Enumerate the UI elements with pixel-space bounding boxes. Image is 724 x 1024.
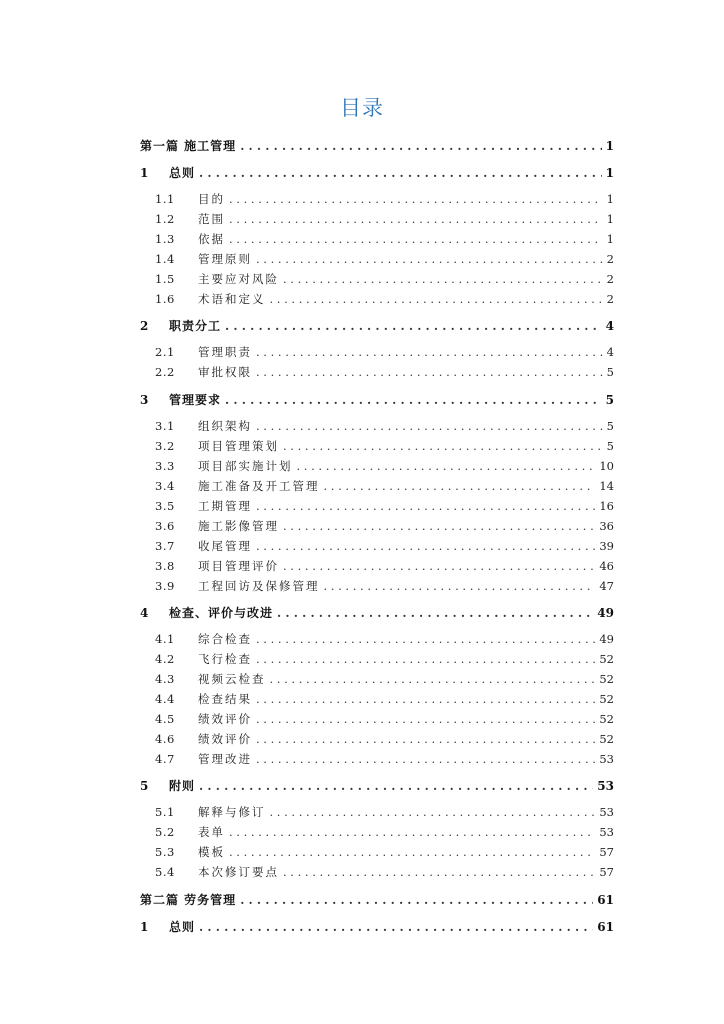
toc-entry-page-number: 5 bbox=[605, 393, 614, 407]
toc-dot-leader bbox=[229, 212, 603, 226]
toc-entry-title: 绩效评价 bbox=[198, 712, 252, 726]
toc-entry-page-number: 49 bbox=[597, 606, 614, 620]
toc-entry-title: 主要应对风险 bbox=[198, 272, 279, 286]
toc-entry-number: 3.1 bbox=[155, 419, 175, 433]
toc-section-entry[interactable] bbox=[155, 458, 614, 475]
toc-entry-page-number: 61 bbox=[597, 893, 614, 907]
toc-entry-number: 3.3 bbox=[155, 459, 175, 473]
toc-entry-title: 附则 bbox=[169, 779, 196, 793]
toc-entry-page-number: 4 bbox=[606, 345, 614, 359]
toc-entry-page-number: 47 bbox=[599, 579, 614, 593]
toc-chapter-entry[interactable] bbox=[140, 391, 614, 409]
toc-dot-leader bbox=[199, 920, 593, 934]
toc-dot-leader bbox=[256, 252, 603, 266]
toc-entry-page-number: 39 bbox=[599, 539, 614, 553]
toc-chapter-entry[interactable] bbox=[140, 777, 614, 795]
toc-entry-number: 1 bbox=[140, 166, 149, 180]
toc-section-entry[interactable] bbox=[155, 631, 614, 648]
toc-entry-title: 管理要求 bbox=[169, 393, 222, 407]
toc-entry-page-number: 52 bbox=[599, 712, 614, 726]
toc-entry-page-number: 4 bbox=[605, 319, 614, 333]
toc-entry-number: 2.2 bbox=[155, 365, 175, 379]
toc-entry-number: 1.1 bbox=[155, 192, 175, 206]
toc-entry-page-number: 1 bbox=[606, 232, 614, 246]
toc-entry-number: 5 bbox=[140, 779, 149, 793]
toc-chapter-entry[interactable] bbox=[140, 918, 614, 936]
toc-chapter-entry[interactable] bbox=[140, 317, 614, 335]
toc-entry-page-number: 57 bbox=[599, 845, 614, 859]
toc-entry-title: 范围 bbox=[198, 212, 225, 226]
toc-entry-title: 解释与修订 bbox=[198, 805, 266, 819]
toc-section-entry[interactable] bbox=[155, 191, 614, 208]
toc-dot-leader bbox=[229, 192, 603, 206]
toc-entry-title: 组织架构 bbox=[198, 419, 252, 433]
toc-dot-leader bbox=[256, 692, 595, 706]
toc-section-entry[interactable] bbox=[155, 478, 614, 495]
toc-entry-title: 检查、评价与改进 bbox=[169, 606, 274, 620]
toc-dot-leader bbox=[283, 519, 595, 533]
toc-title: 目录 bbox=[340, 96, 384, 120]
toc-entry-page-number: 53 bbox=[597, 779, 614, 793]
toc-dot-leader bbox=[256, 419, 603, 433]
toc-dot-leader bbox=[256, 499, 595, 513]
toc-entry-number: 1 bbox=[140, 920, 149, 934]
toc-section-entry[interactable] bbox=[155, 711, 614, 728]
toc-entry-page-number: 57 bbox=[599, 865, 614, 879]
toc-entry-title: 收尾管理 bbox=[198, 539, 252, 553]
toc-section-entry[interactable] bbox=[155, 651, 614, 668]
toc-entry-page-number: 53 bbox=[599, 825, 614, 839]
toc-entry-title: 工程回访及保修管理 bbox=[198, 579, 320, 593]
toc-entry-number: 3.7 bbox=[155, 539, 175, 553]
toc-entry-title: 总则 bbox=[169, 920, 196, 934]
toc-dot-leader bbox=[240, 139, 601, 153]
toc-chapter-entry[interactable] bbox=[140, 164, 614, 182]
toc-entry-number: 5.4 bbox=[155, 865, 175, 879]
toc-entry-page-number: 36 bbox=[599, 519, 614, 533]
toc-section-entry[interactable] bbox=[155, 691, 614, 708]
toc-entry-number: 3.8 bbox=[155, 559, 175, 573]
toc-dot-leader bbox=[270, 805, 596, 819]
toc-dot-leader bbox=[283, 272, 603, 286]
toc-dot-leader bbox=[229, 845, 595, 859]
toc-dot-leader bbox=[229, 232, 603, 246]
toc-entry-number: 3.4 bbox=[155, 479, 175, 493]
toc-dot-leader bbox=[283, 865, 595, 879]
toc-entry-title: 项目管理评价 bbox=[198, 559, 279, 573]
toc-entry-page-number: 46 bbox=[599, 559, 614, 573]
toc-section-entry[interactable] bbox=[155, 498, 614, 515]
toc-dot-leader bbox=[229, 825, 595, 839]
toc-section-entry[interactable] bbox=[155, 824, 614, 841]
toc-section-entry[interactable] bbox=[155, 671, 614, 688]
toc-entry-title: 工期管理 bbox=[198, 499, 252, 513]
toc-entry-title: 模板 bbox=[198, 845, 225, 859]
toc-entry-title: 管理职责 bbox=[198, 345, 252, 359]
toc-dot-leader bbox=[270, 672, 596, 686]
toc-entry-page-number: 10 bbox=[599, 459, 614, 473]
toc-dot-leader bbox=[199, 779, 593, 793]
toc-entry-number: 1.3 bbox=[155, 232, 175, 246]
toc-dot-leader bbox=[324, 479, 596, 493]
toc-dot-leader bbox=[256, 345, 603, 359]
toc-dot-leader bbox=[199, 166, 602, 180]
toc-entry-number: 3.5 bbox=[155, 499, 175, 513]
toc-dot-leader bbox=[256, 632, 595, 646]
toc-dot-leader bbox=[256, 712, 595, 726]
toc-entry-number: 4 bbox=[140, 606, 149, 620]
toc-entry-title: 检查结果 bbox=[198, 692, 252, 706]
toc-entry-page-number: 2 bbox=[606, 272, 614, 286]
toc-entry-page-number: 5 bbox=[606, 419, 614, 433]
toc-dot-leader bbox=[297, 459, 596, 473]
toc-entry-page-number: 16 bbox=[599, 499, 614, 513]
toc-section-entry[interactable] bbox=[155, 438, 614, 455]
toc-entry-number: 3 bbox=[140, 393, 149, 407]
toc-entry-title: 第一篇 施工管理 bbox=[140, 139, 237, 153]
toc-dot-leader bbox=[256, 652, 595, 666]
toc-entry-page-number: 52 bbox=[599, 692, 614, 706]
toc-entry-number: 1.6 bbox=[155, 292, 175, 306]
toc-entry-number: 3.2 bbox=[155, 439, 175, 453]
toc-dot-leader bbox=[225, 393, 602, 407]
toc-section-entry[interactable] bbox=[155, 751, 614, 768]
toc-section-entry[interactable] bbox=[155, 344, 614, 361]
toc-section-entry[interactable] bbox=[155, 291, 614, 308]
toc-entry-number: 5.1 bbox=[155, 805, 175, 819]
toc-dot-leader bbox=[270, 292, 603, 306]
toc-section-entry[interactable] bbox=[155, 271, 614, 288]
toc-section-entry[interactable] bbox=[155, 844, 614, 861]
toc-entry-page-number: 2 bbox=[606, 292, 614, 306]
toc-entry-page-number: 52 bbox=[599, 652, 614, 666]
toc-dot-leader bbox=[283, 559, 595, 573]
toc-entry-title: 审批权限 bbox=[198, 365, 252, 379]
toc-entry-title: 目的 bbox=[198, 192, 225, 206]
toc-entry-page-number: 1 bbox=[605, 166, 614, 180]
toc-section-entry[interactable] bbox=[155, 804, 614, 821]
toc-entry-title: 视频云检查 bbox=[198, 672, 266, 686]
toc-dot-leader bbox=[324, 579, 596, 593]
toc-entry-page-number: 52 bbox=[599, 732, 614, 746]
toc-dot-leader bbox=[256, 752, 595, 766]
toc-chapter-entry[interactable] bbox=[140, 604, 614, 622]
toc-part-entry[interactable] bbox=[140, 891, 614, 909]
toc-entry-title: 管理原则 bbox=[198, 252, 252, 266]
toc-entry-number: 1.2 bbox=[155, 212, 175, 226]
toc-entry-number: 5.2 bbox=[155, 825, 175, 839]
toc-entry-title: 综合检查 bbox=[198, 632, 252, 646]
toc-section-entry[interactable] bbox=[155, 518, 614, 535]
toc-entry-number: 5.3 bbox=[155, 845, 175, 859]
toc-dot-leader bbox=[277, 606, 593, 620]
toc-entry-page-number: 1 bbox=[605, 139, 614, 153]
toc-section-entry[interactable] bbox=[155, 418, 614, 435]
toc-entry-title: 术语和定义 bbox=[198, 292, 266, 306]
toc-entry-page-number: 1 bbox=[606, 212, 614, 226]
toc-section-entry[interactable] bbox=[155, 251, 614, 268]
toc-entry-page-number: 53 bbox=[599, 752, 614, 766]
toc-entry-number: 3.9 bbox=[155, 579, 175, 593]
toc-entry-title: 项目部实施计划 bbox=[198, 459, 293, 473]
toc-entry-title: 第二篇 劳务管理 bbox=[140, 893, 237, 907]
toc-entry-title: 施工准备及开工管理 bbox=[198, 479, 320, 493]
toc-section-entry[interactable] bbox=[155, 731, 614, 748]
toc-entry-page-number: 49 bbox=[599, 632, 614, 646]
toc-entry-page-number: 2 bbox=[606, 252, 614, 266]
toc-entry-number: 1.4 bbox=[155, 252, 175, 266]
toc-entry-page-number: 53 bbox=[599, 805, 614, 819]
toc-entry-page-number: 5 bbox=[606, 365, 614, 379]
toc-entry-page-number: 52 bbox=[599, 672, 614, 686]
toc-entry-title: 总则 bbox=[169, 166, 196, 180]
toc-entry-title: 管理改进 bbox=[198, 752, 252, 766]
toc-section-entry[interactable] bbox=[155, 864, 614, 881]
toc-entry-number: 4.5 bbox=[155, 712, 175, 726]
toc-entry-title: 飞行检查 bbox=[198, 652, 252, 666]
toc-entry-page-number: 1 bbox=[606, 192, 614, 206]
toc-entry-title: 绩效评价 bbox=[198, 732, 252, 746]
toc-section-entry[interactable] bbox=[155, 558, 614, 575]
toc-dot-leader bbox=[256, 365, 603, 379]
toc-entry-title: 表单 bbox=[198, 825, 225, 839]
toc-entry-number: 2.1 bbox=[155, 345, 175, 359]
toc-entry-number: 1.5 bbox=[155, 272, 175, 286]
toc-entry-number: 2 bbox=[140, 319, 149, 333]
toc-entry-page-number: 14 bbox=[599, 479, 614, 493]
toc-section-entry[interactable] bbox=[155, 364, 614, 381]
toc-part-entry[interactable] bbox=[140, 137, 614, 155]
toc-dot-leader bbox=[256, 539, 595, 553]
toc-entry-number: 4.7 bbox=[155, 752, 175, 766]
toc-dot-leader bbox=[256, 732, 595, 746]
toc-section-entry[interactable] bbox=[155, 231, 614, 248]
toc-entry-number: 4.3 bbox=[155, 672, 175, 686]
toc-entry-title: 项目管理策划 bbox=[198, 439, 279, 453]
toc-entry-title: 本次修订要点 bbox=[198, 865, 279, 879]
toc-section-entry[interactable] bbox=[155, 538, 614, 555]
toc-section-entry[interactable] bbox=[155, 211, 614, 228]
toc-entry-title: 职责分工 bbox=[169, 319, 222, 333]
toc-dot-leader bbox=[283, 439, 603, 453]
toc-entry-title: 施工影像管理 bbox=[198, 519, 279, 533]
toc-entry-number: 3.6 bbox=[155, 519, 175, 533]
toc-entry-number: 4.1 bbox=[155, 632, 175, 646]
toc-entry-number: 4.2 bbox=[155, 652, 175, 666]
toc-section-entry[interactable] bbox=[155, 578, 614, 595]
toc-dot-leader bbox=[225, 319, 602, 333]
toc-entry-page-number: 5 bbox=[606, 439, 614, 453]
toc-entry-title: 依据 bbox=[198, 232, 225, 246]
toc-dot-leader bbox=[240, 893, 593, 907]
toc-entry-number: 4.4 bbox=[155, 692, 175, 706]
toc-entry-page-number: 61 bbox=[597, 920, 614, 934]
toc-entry-number: 4.6 bbox=[155, 732, 175, 746]
